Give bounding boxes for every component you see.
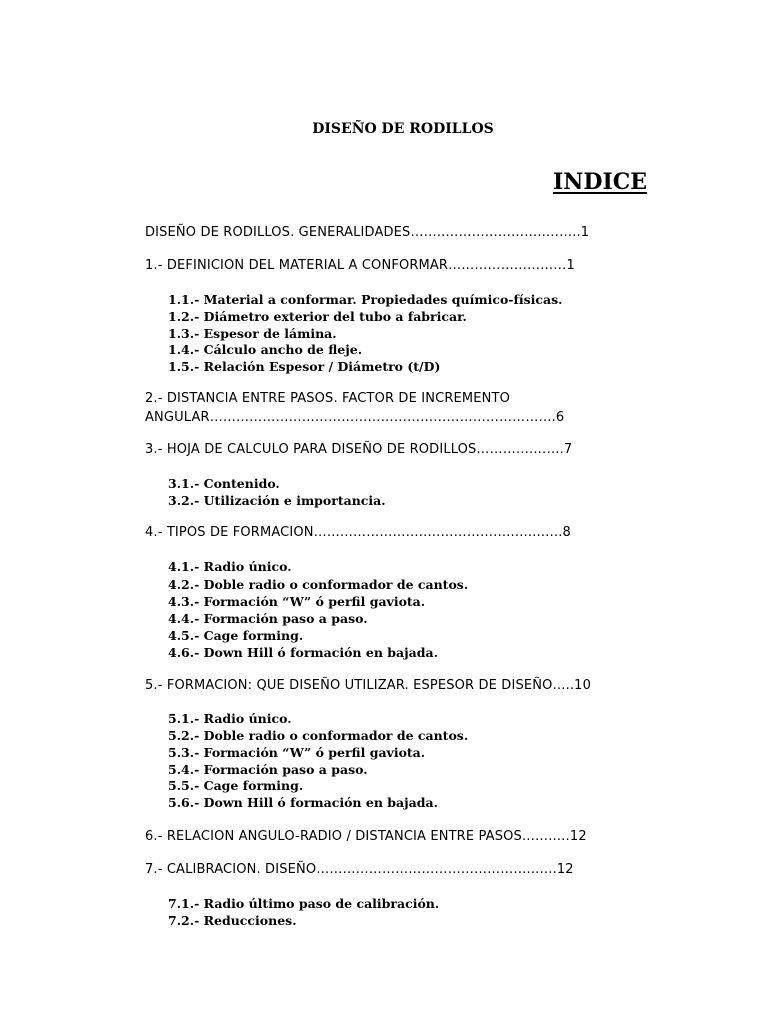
toc-entry-5: 5.- FORMACION: QUE DISEÑO UTILIZAR. ESPESOR DE DISEÑO…..10 xyxy=(145,678,592,693)
toc-subentry-4-4: 4.4.- Formación paso a paso. xyxy=(168,611,368,626)
index-heading: INDICE xyxy=(553,169,648,195)
toc-subentry-5-2: 5.2.- Doble radio o conformador de cantos. xyxy=(168,728,469,743)
toc-entry-4: 4.- TIPOS DE FORMACION……………………..………………...…...….8 xyxy=(145,525,571,540)
toc-subentry-1-3: 1.3.- Espesor de lámina. xyxy=(168,326,337,341)
toc-entry-1: 1.- DEFINICION DEL MATERIAL A CONFORMAR………………………1 xyxy=(145,258,575,273)
toc-subentry-4-2: 4.2.- Doble radio o conformador de cantos. xyxy=(168,577,469,592)
toc-subentry-4-6: 4.6.- Down Hill ó formación en bajada. xyxy=(168,645,438,660)
toc-subentry-7-2: 7.2.- Reducciones. xyxy=(168,913,297,928)
toc-entry-6: 6.- RELACION ANGULO-RADIO / DISTANCIA ENTRE PASOS……..…12 xyxy=(145,829,587,844)
toc-subentry-3-1: 3.1.- Contenido. xyxy=(168,476,280,491)
toc-entry-generalidades: DISEÑO DE RODILLOS. GENERALIDADES………..………………..……..1 xyxy=(145,225,590,240)
toc-subentry-1-1: 1.1.- Material a conformar. Propiedades químico-físicas. xyxy=(168,292,563,307)
toc-subentry-7-1: 7.1.- Radio último paso de calibración. xyxy=(168,896,440,911)
toc-subentry-3-2: 3.2.- Utilización e importancia. xyxy=(168,493,386,508)
toc-subentry-5-6: 5.6.- Down Hill ó formación en bajada. xyxy=(168,795,438,810)
toc-entry-3: 3.- HOJA DE CALCULO PARA DISEÑO DE RODILLOS………….…….7 xyxy=(145,442,573,457)
toc-entry-2-line2: ANGULAR…………………………………………………………………….6 xyxy=(145,410,565,425)
toc-subentry-5-5: 5.5.- Cage forming. xyxy=(168,778,304,793)
document-title: DISEÑO DE RODILLOS xyxy=(312,121,494,137)
toc-subentry-4-1: 4.1.- Radio único. xyxy=(168,559,292,574)
toc-subentry-1-4: 1.4.- Cálculo ancho de fleje. xyxy=(168,342,363,357)
toc-subentry-1-2: 1.2.- Diámetro exterior del tubo a fabricar. xyxy=(168,309,467,324)
toc-subentry-4-5: 4.5.- Cage forming. xyxy=(168,628,304,643)
toc-subentry-5-1: 5.1.- Radio único. xyxy=(168,711,292,726)
toc-subentry-5-4: 5.4.- Formación paso a paso. xyxy=(168,762,368,777)
toc-entry-2-line1: 2.- DISTANCIA ENTRE PASOS. FACTOR DE INCREMENTO xyxy=(145,391,510,406)
toc-entry-7: 7.- CALIBRACION. DISEÑO……………………………………….…..….12 xyxy=(145,862,574,877)
toc-subentry-4-3: 4.3.- Formación “W” ó perfil gaviota. xyxy=(168,594,426,609)
toc-subentry-1-5: 1.5.- Relación Espesor / Diámetro (t/D) xyxy=(168,359,441,374)
toc-subentry-5-3: 5.3.- Formación “W” ó perfil gaviota. xyxy=(168,745,426,760)
